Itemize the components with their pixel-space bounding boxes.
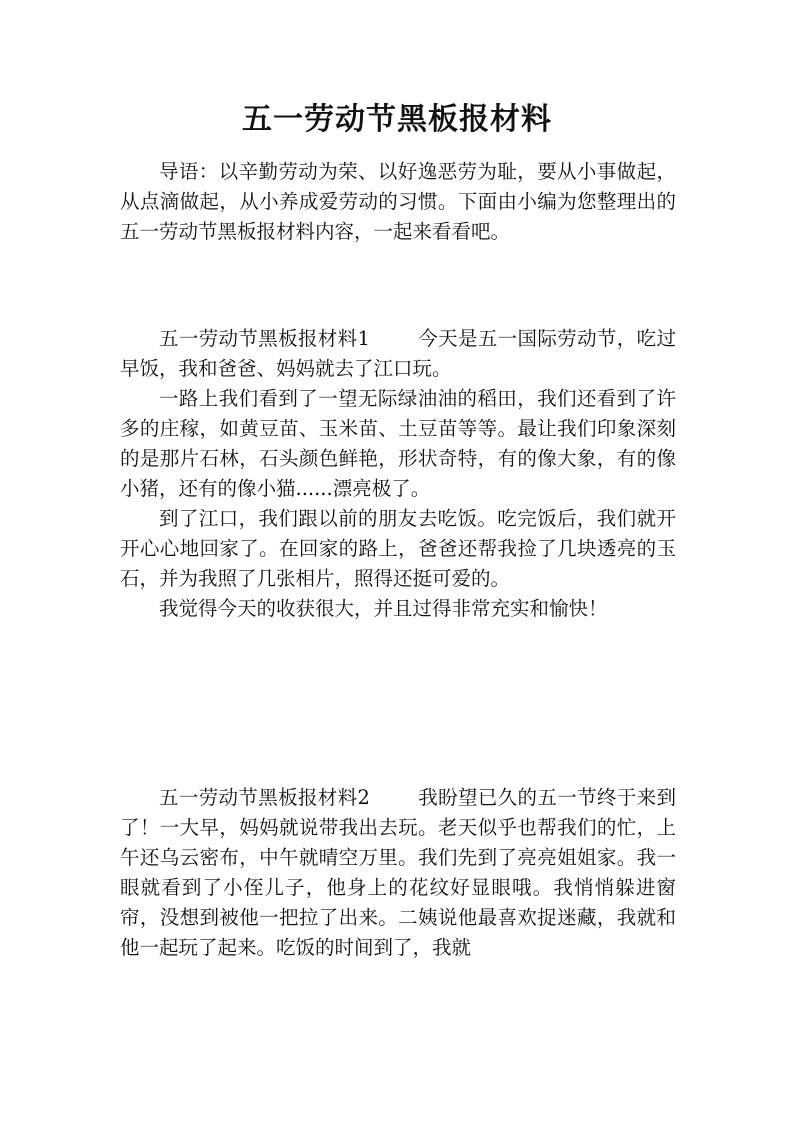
- section-1: [120, 324, 676, 624]
- section-2: [120, 783, 676, 963]
- document-title: 五一劳动节黑板报材料: [242, 102, 552, 137]
- section-2-paragraph-1: 我盼望已久的五一节终于来到了！一大早，妈妈就说带我出去玩。老天似乎也帮我们的忙，上午还乌云密布，中午就晴空万里。我们先到了亮亮姐姐家。我一眼就看到了小侄儿子，他身上的花纹好显眼哦。我悄悄躲进窗帘，没想到被他一把拉了出来。二姨说他最喜欢捉迷藏，我就和他一起玩了起来。吃饭的时间到了，我就: [120, 786, 676, 959]
- section-1-paragraph-3: 到了江口，我们跟以前的朋友去吃饭。吃完饭后，我们就开开心心地回家了。在回家的路上，爸爸还帮我捡了几块透亮的玉石，并为我照了几张相片，照得还挺可爱的。: [120, 507, 676, 590]
- section-1-paragraph-2: 一路上我们看到了一望无际绿油油的稻田，我们还看到了许多的庄稼，如黄豆苗、玉米苗、土豆苗等等。最让我们印象深刻的是那片石林，石头颜色鲜艳，形状奇特，有的像大象，有的像小猪，还有的像小猫......漂亮极了。: [120, 387, 676, 500]
- section-1-paragraph-1: 今天是五一国际劳动节，吃过早饭，我和爸爸、妈妈就去了江口玩。: [120, 327, 676, 380]
- section-2-first-paragraph: [120, 783, 676, 963]
- intro-paragraph: 导语：以辛勤劳动为荣、以好逸恶劳为耻，要从小事做起，从点滴做起，从小养成爱劳动的习惯。下面由小编为您整理出的五一劳动节黑板报材料内容，一起来看看吧。: [120, 160, 676, 243]
- section-1-first-paragraph: [120, 324, 676, 384]
- section-1-heading: 五一劳动节黑板报材料1: [159, 327, 370, 350]
- section-2-heading: 五一劳动节黑板报材料2: [159, 786, 370, 809]
- intro-block: [120, 157, 676, 247]
- section-1-paragraph-4: 我觉得今天的收获很大，并且过得非常充实和愉快！: [159, 597, 608, 620]
